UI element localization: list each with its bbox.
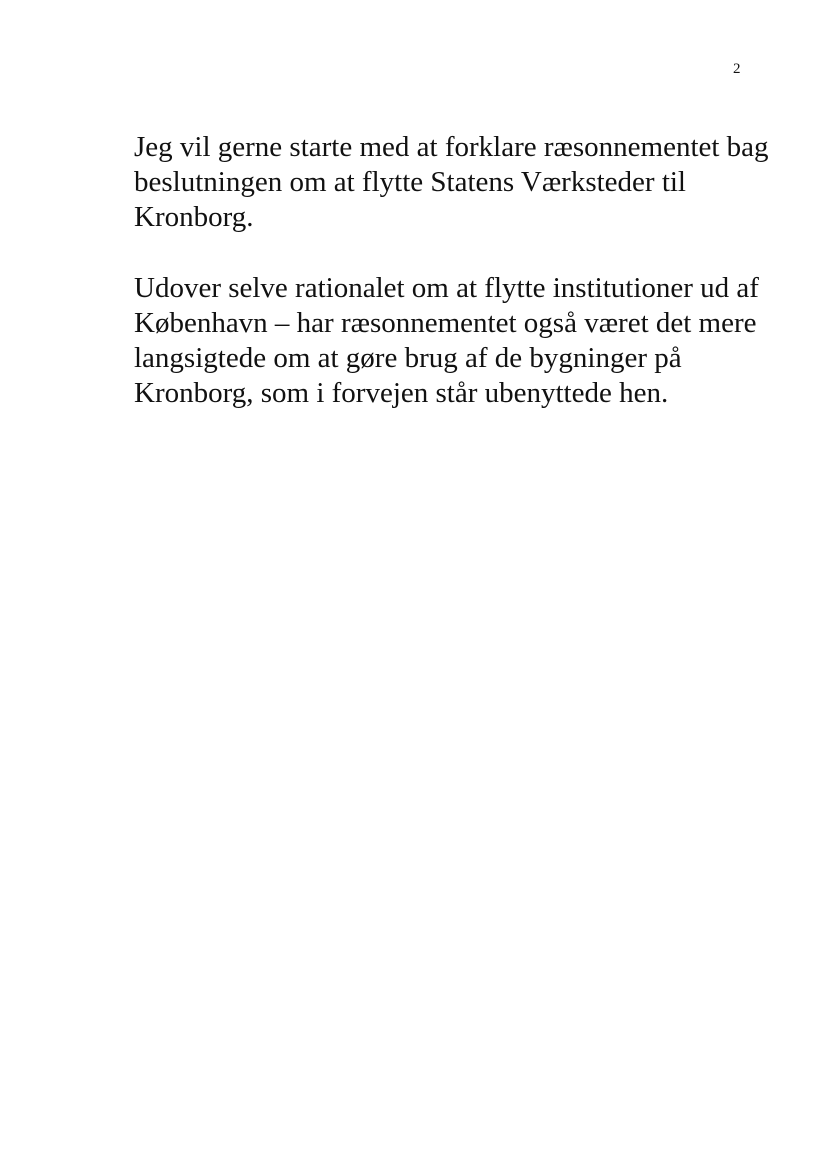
- paragraph-line: Jeg vil gerne starte med at forklare ræsonnementet bag: [134, 131, 769, 163]
- paragraph-line: Kronborg, som i forvejen står ubenyttede hen.: [134, 377, 669, 409]
- paragraph-line: Kronborg.: [134, 201, 254, 233]
- paragraph-line: beslutningen om at flytte Statens Værksteder til: [134, 166, 686, 198]
- paragraph-line: langsigtede om at gøre brug af de bygninger på: [134, 342, 682, 374]
- paragraph-line: Udover selve rationalet om at flytte institutioner ud af: [134, 272, 759, 304]
- paragraph-line: København – har ræsonnementet også været det mere: [134, 307, 757, 339]
- page-number: 2: [733, 61, 741, 77]
- paragraph-2: [134, 271, 774, 411]
- paragraph-1: [134, 130, 774, 235]
